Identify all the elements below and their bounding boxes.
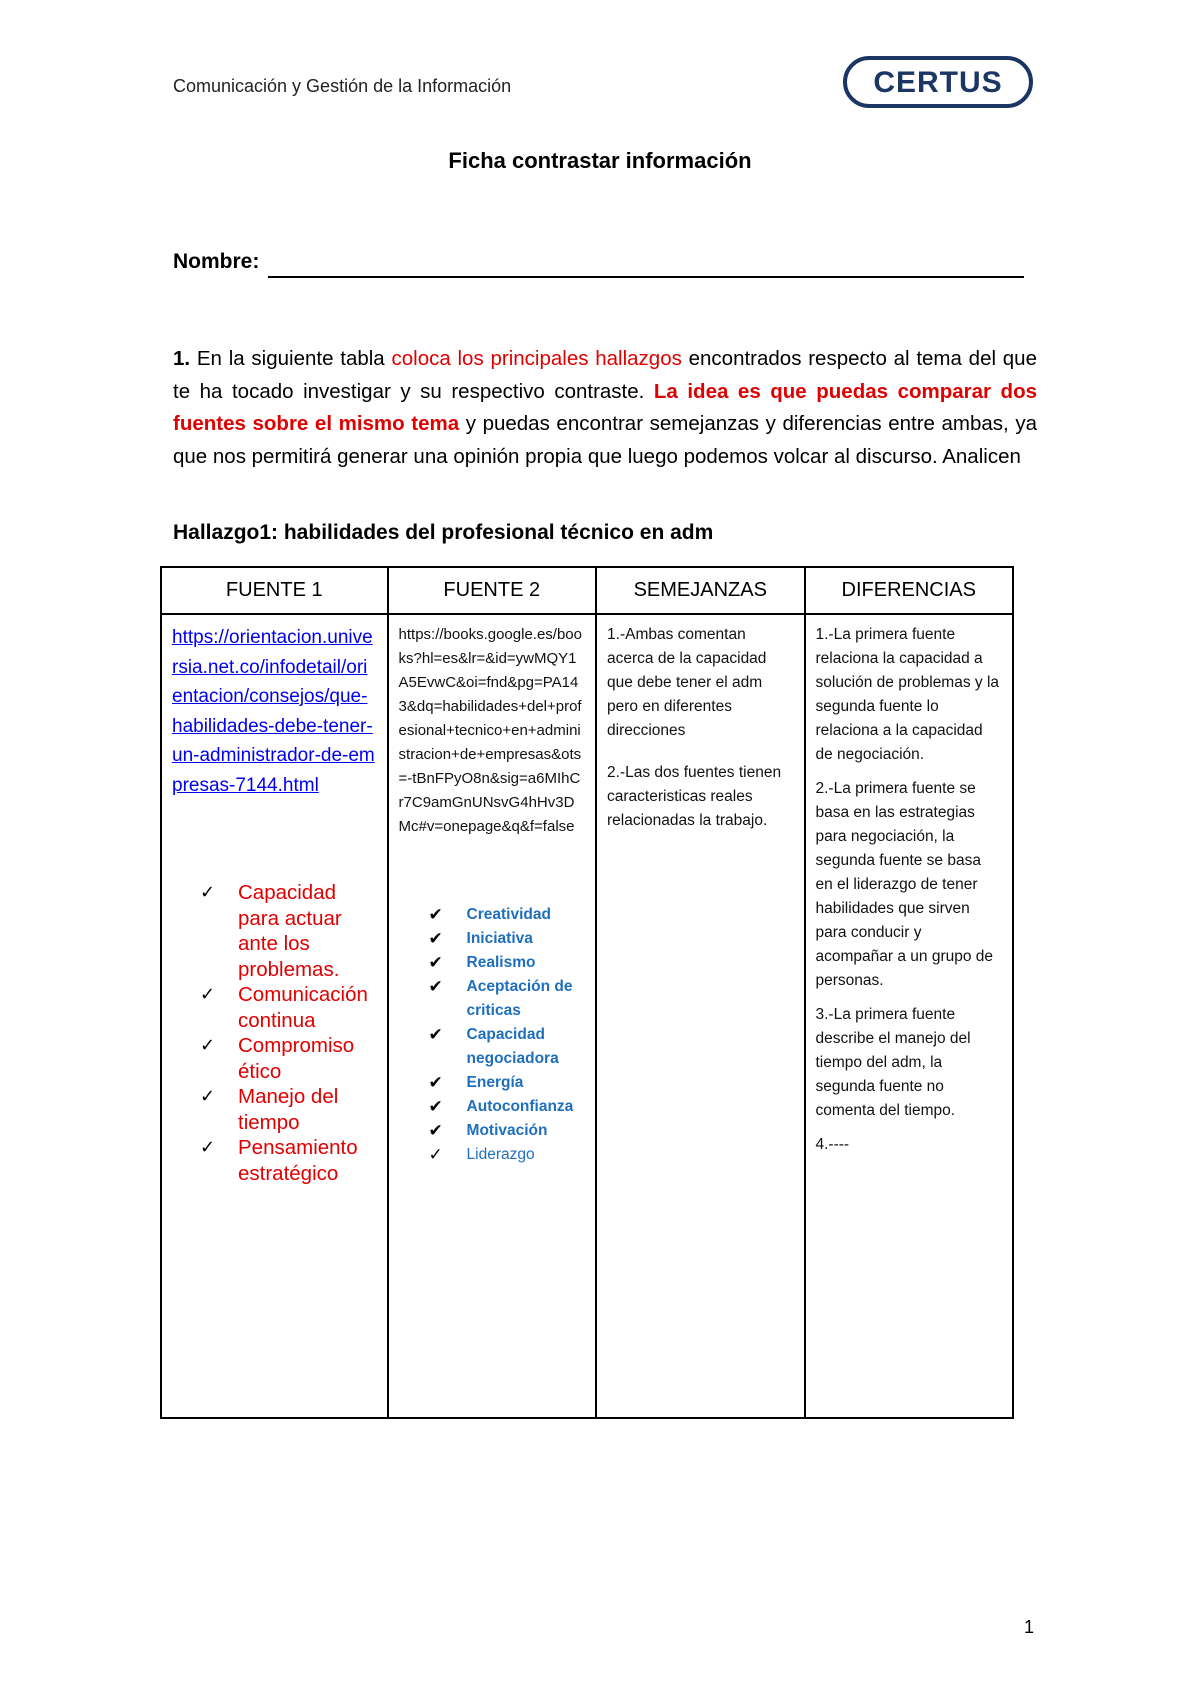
comparison-table — [160, 566, 1014, 1419]
check-icon: ✔ — [428, 905, 443, 924]
instructions-paragraph — [173, 343, 1037, 473]
instruction-highlight-1: coloca los principales hallazgos — [391, 347, 682, 370]
list-item: ✔ Creatividad — [429, 903, 599, 927]
fuente-1-cell — [161, 614, 388, 1418]
course-header: Comunicación y Gestión de la Información — [173, 76, 512, 96]
fuente-2-cell — [388, 614, 596, 1418]
logo-text: CERTUS — [873, 66, 1003, 99]
check-icon: ✔ — [428, 1073, 443, 1092]
check-icon: ✓ — [200, 1137, 216, 1157]
semejanza-item: 1.-Ambas comentan acerca de la capacidad que debe tener el adm pero en diferentes direcciones — [607, 626, 767, 739]
header-fuente-1: FUENTE 1 — [161, 567, 388, 614]
check-icon: ✓ — [428, 1145, 443, 1164]
list-item: ✔ Iniciativa — [429, 927, 599, 951]
check-icon: ✓ — [200, 1086, 216, 1106]
fuente-1-checklist — [200, 880, 380, 1186]
list-item: ✔ Realismo — [429, 951, 599, 975]
list-item: ✔ Aceptación de criticas — [428, 977, 573, 1019]
list-item: ✔ Energía — [429, 1071, 599, 1095]
name-underline[interactable] — [268, 276, 1024, 278]
header-semejanzas: SEMEJANZAS — [596, 567, 804, 614]
header-diferencias: DIFERENCIAS — [805, 567, 1014, 614]
check-icon: ✔ — [428, 929, 443, 948]
check-icon: ✔ — [428, 953, 443, 972]
list-item: ✓ Comunicación continua — [200, 983, 368, 1032]
list-item: ✓ Manejo del tiempo — [200, 1085, 339, 1134]
list-item: ✓ Compromiso ético — [200, 1034, 355, 1083]
fuente-2-checklist — [429, 903, 599, 1167]
check-icon: ✔ — [428, 977, 443, 996]
instruction-text-2: encontrados respecto al tema del que te ha tocado investigar y su respectivo contraste. — [173, 347, 1037, 403]
instruction-highlight-2: La idea es que puedas comparar dos fuentes sobre el mismo tema — [173, 379, 1037, 435]
diferencias-cell — [805, 614, 1014, 1418]
semejanzas-cell — [596, 614, 804, 1418]
diferencia-item: 1.-La primera fuente relaciona la capacidad a solución de problemas y la segunda fuente lo relaciona a la capacidad de negociación. — [815, 626, 1000, 763]
check-icon: ✓ — [200, 1035, 216, 1055]
instruction-text-3: y puedas encontrar semejanzas y diferencias entre ambas, ya que nos permitirá generar una opinión propia que luego podemos volcar al discurso. Analicen — [173, 412, 1037, 468]
finding-title: Hallazgo1: habilidades del profesional técnico en adm — [173, 521, 714, 544]
instruction-number: 1. — [173, 347, 191, 370]
fuente-1-link[interactable]: https://orientacion.universia.net.co/infodetail/orientacion/consejos/que-habilidades-debe-tener-un-administrador-de-empresas-7144.html — [172, 627, 375, 796]
diferencia-item: 2.-La primera fuente se basa en las estrategias para negociación, la segunda fuente se basa en el liderazgo de tener habilidades que sirven para conducir y acompañar a un grupo de personas. — [815, 780, 994, 989]
check-icon: ✓ — [200, 984, 216, 1004]
name-label: Nombre: — [173, 250, 260, 273]
semejanza-item: 2.-Las dos fuentes tienen caracteristicas reales relacionadas la trabajo. — [607, 764, 782, 829]
check-icon: ✔ — [428, 1025, 443, 1044]
certus-logo — [843, 56, 1033, 108]
page-number: 1 — [1024, 1617, 1035, 1637]
instruction-text-1: En la siguiente tabla — [190, 347, 392, 370]
fuente-2-link[interactable]: https://books.google.es/books?hl=es&lr=&id=ywMQY1A5EvwC&oi=fnd&pg=PA143&dq=habilidades+del+profesional+tecnico+en+administracion+de+empresas&ots=-tBnFPyO8n&sig=a6MIhCr7C9amGnUNsvG4hHv3DMc#v=onepage&q&f=false — [398, 626, 582, 835]
check-icon: ✔ — [428, 1121, 443, 1140]
list-item: ✔ Autoconfianza — [429, 1095, 599, 1119]
check-icon: ✓ — [200, 882, 216, 902]
list-item: ✔ Capacidad negociadora — [428, 1025, 559, 1067]
list-item: ✓ Liderazgo — [429, 1143, 599, 1167]
diferencia-item: 3.-La primera fuente describe el manejo del tiempo del adm, la segunda fuente no comenta del tiempo. — [815, 1006, 971, 1119]
list-item: ✓ Pensamiento estratégico — [200, 1136, 358, 1185]
list-item: ✓ Capacidad para actuar ante los problemas. — [200, 881, 342, 981]
document-title: Ficha contrastar información — [448, 148, 752, 173]
check-icon: ✔ — [428, 1097, 443, 1116]
list-item: ✔ Motivación — [429, 1119, 599, 1143]
header-fuente-2: FUENTE 2 — [388, 567, 596, 614]
diferencia-item: 4.---- — [815, 1136, 850, 1153]
